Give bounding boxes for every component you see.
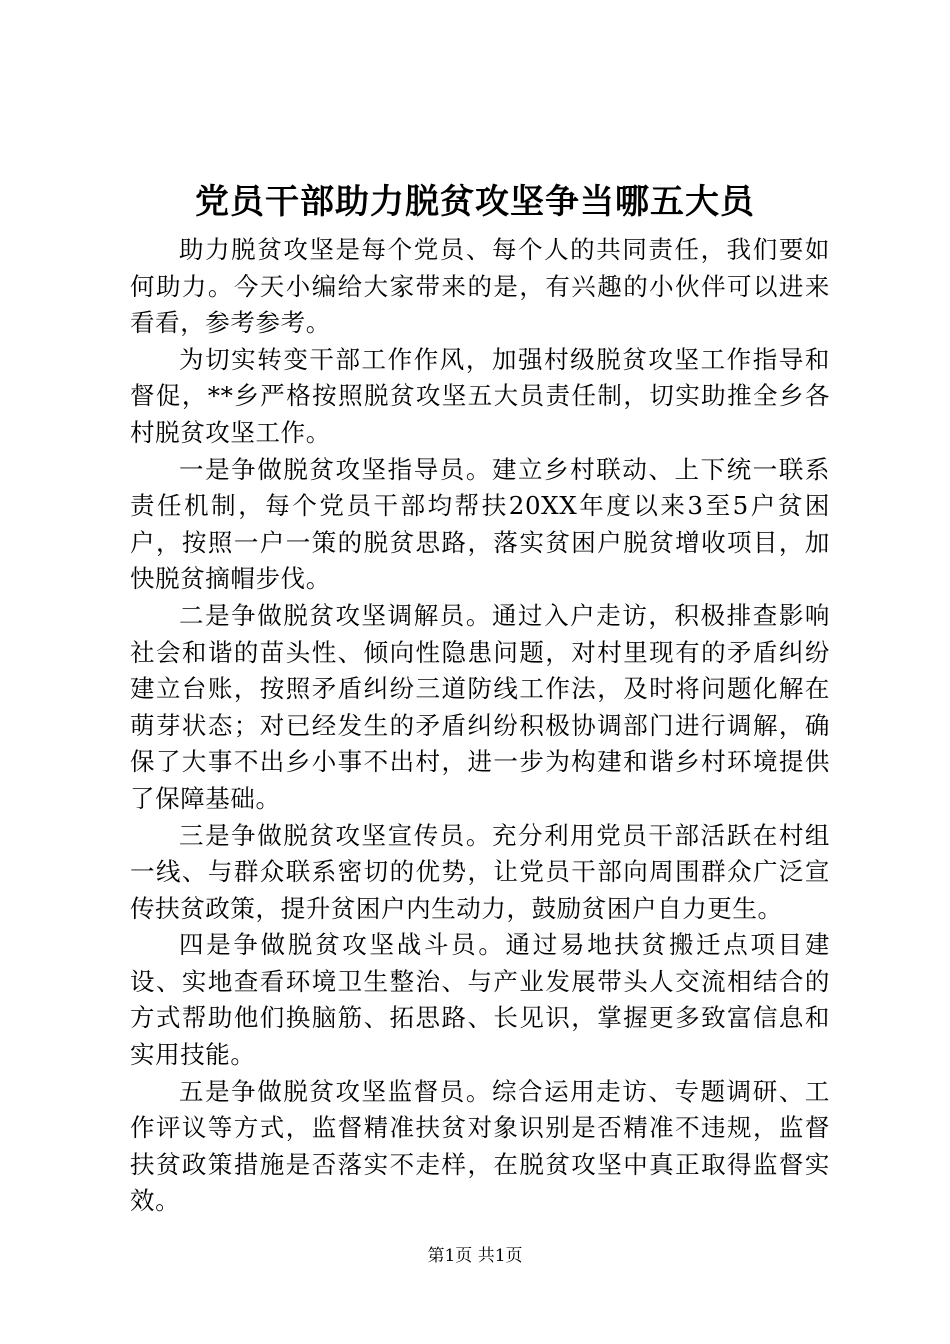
paragraph-fighter: 四是争做脱贫攻坚战斗员。通过易地扶贫搬迁点项目建设、实地查看环境卫生整治、与产业发展带头人交流相结合的方式帮助他们换脑筋、拓思路、长见识，掌握更多致富信息和实用技能。	[130, 930, 830, 1070]
paragraph-guide: 一是争做脱贫攻坚指导员。建立乡村联动、上下统一联系责任机制，每个党员干部均帮扶20XX年度以来3至5户贫困户，按照一户一策的脱贫思路，落实贫困户脱贫增收项目，加快脱贫摘帽步伐。	[130, 454, 830, 594]
paragraph-background: 为切实转变干部工作作风，加强村级脱贫攻坚工作指导和督促，**乡严格按照脱贫攻坚五大员责任制，切实助推全乡各村脱贫攻坚工作。	[130, 344, 830, 447]
document-title: 党员干部助力脱贫攻坚争当哪五大员	[195, 182, 755, 222]
paragraph-intro: 助力脱贫攻坚是每个党员、每个人的共同责任，我们要如何助力。今天小编给大家带来的是，有兴趣的小伙伴可以进来看看，参考参考。	[130, 235, 830, 338]
paragraph-publicist: 三是争做脱贫攻坚宣传员。充分利用党员干部活跃在村组一线、与群众联系密切的优势，让党员干部向周围群众广泛宣传扶贫政策，提升贫困户内生动力，鼓励贫困户自力更生。	[130, 820, 830, 923]
paragraph-supervisor: 五是争做脱贫攻坚监督员。综合运用走访、专题调研、工作评议等方式，监督精准扶贫对象识别是否精准不违规，监督扶贫政策措施是否落实不走样，在脱贫攻坚中真正取得监督实效。	[130, 1076, 830, 1216]
document-body	[130, 232, 830, 1220]
paragraph-mediator: 二是争做脱贫攻坚调解员。通过入户走访，积极排查影响社会和谐的苗头性、倾向性隐患问题，对村里现有的矛盾纠纷建立台账，按照矛盾纠纷三道防线工作法，及时将问题化解在萌芽状态；对已经发生的矛盾纠纷积极协调部门进行调解，确保了大事不出乡小事不出村，进一步为构建和谐乡村环境提供了保障基础。	[130, 600, 830, 813]
page-number-footer: 第1页 共1页	[427, 1246, 523, 1266]
